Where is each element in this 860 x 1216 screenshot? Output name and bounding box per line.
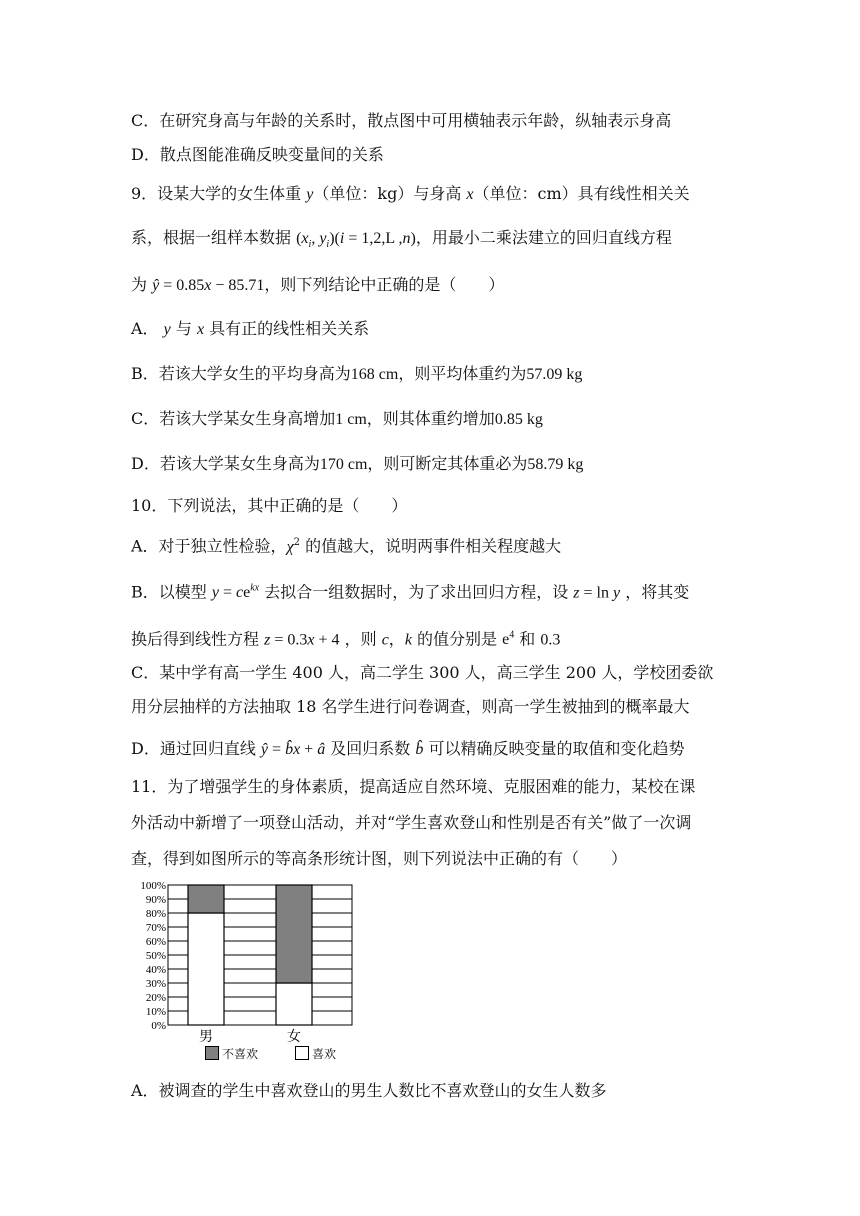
- y-tick-label: 60%: [145, 936, 166, 948]
- legend-swatch-like: [295, 1046, 309, 1060]
- x-tick-label: 女: [287, 1029, 301, 1045]
- legend-label-dislike: 不喜欢: [222, 1047, 259, 1061]
- legend-item-like: [295, 1046, 336, 1062]
- bar-segment: [276, 983, 312, 1025]
- y-tick-label: 10%: [145, 1006, 166, 1018]
- q9-stem-line2: 系，根据一组样本数据 ($x_i$, $y_i)(i = 1,2,L$ ,n)，用最小二乘法建立的回归直线方程: [131, 228, 672, 251]
- q9-option-b: B．若该大学女生的平均身高为168 cm，则平均体重约为57.09 kg: [131, 364, 583, 383]
- q9-option-c: C．若该大学某女生身高增加1 cm，则其体重约增加0.85 kg: [131, 409, 543, 428]
- q10-stem: 10．下列说法，其中正确的是（ ）: [131, 496, 408, 515]
- y-tick-label: 80%: [145, 908, 166, 920]
- q9-stem-line1: 9．设某大学的女生体重 y（单位：kg）与身高 x（单位：cm）具有线性相关关: [131, 184, 690, 203]
- line-8d: D．散点图能准确反映变量间的关系: [131, 145, 384, 164]
- x-tick-label: 男: [199, 1029, 213, 1045]
- q9-option-a: A． y 与 x 具有正的线性相关关系: [131, 319, 370, 338]
- q9-option-d: D．若该大学某女生身高为170 cm，则可断定其体重必为58.79 kg: [131, 454, 584, 473]
- bar-segment: [188, 913, 224, 1025]
- q10-option-c-line2: 用分层抽样的方法抽取 18 名学生进行问卷调查，则高一学生被抽到的概率最大: [131, 697, 690, 716]
- q10-option-c-line1: C．某中学有高一学生 400 人，高二学生 300 人，高三学生 200 人，学校团委欲: [131, 663, 714, 682]
- q11-stem-line2: 外活动中新增了一项登山活动，并对“学生喜欢登山和性别是否有关”做了一次调: [131, 813, 692, 832]
- legend-swatch-dislike: [205, 1046, 219, 1060]
- stacked-bar-chart: [128, 876, 368, 1046]
- q9-stem-line3: 为 ŷ = 0.85x − 85.71，则下列结论中正确的是（ ）: [131, 275, 505, 294]
- legend-label-like: 喜欢: [312, 1047, 337, 1061]
- y-tick-label: 90%: [145, 894, 166, 906]
- line-8c: C．在研究身高与年龄的关系时，散点图中可用横轴表示年龄，纵轴表示身高: [131, 111, 672, 130]
- y-tick-label: 70%: [145, 922, 166, 934]
- bar-segment: [188, 885, 224, 913]
- q11-stem-line3: 查，得到如图所示的等高条形统计图，则下列说法中正确的有（ ）: [131, 849, 628, 868]
- legend-item-dislike: [205, 1046, 258, 1062]
- y-tick-label: 30%: [145, 978, 166, 990]
- y-tick-label: 0%: [151, 1020, 166, 1032]
- y-tick-label: 50%: [145, 950, 166, 962]
- q10-option-d: D．通过回归直线 ŷ = b̂x + â 及回归系数 b̂ 可以精确反映变量的取值和变化趋势: [131, 739, 685, 758]
- bar-segment: [276, 885, 312, 983]
- q10-option-b-line2: 换后得到线性方程 z = 0.3x + 4 ，则 c，k 的值分别是 $e^4$ 和 0.3: [131, 629, 561, 649]
- q10-option-b-line1: B．以模型 $y = ce^{kx}$ 去拟合一组数据时，为了求出回归方程，设 z = ln y ，将其变: [131, 582, 690, 602]
- q11-option-a: A．被调查的学生中喜欢登山的男生人数比不喜欢登山的女生人数多: [131, 1081, 607, 1100]
- y-tick-label: 100%: [140, 880, 166, 892]
- q11-stem-line1: 11．为了增强学生的身体素质，提高适应自然环境、克服困难的能力，某校在课: [131, 777, 696, 796]
- q10-option-a: A．对于独立性检验，$\chi^2$ 的值越大，说明两事件相关程度越大: [131, 536, 562, 556]
- y-tick-label: 40%: [145, 964, 166, 976]
- y-tick-label: 20%: [145, 992, 166, 1004]
